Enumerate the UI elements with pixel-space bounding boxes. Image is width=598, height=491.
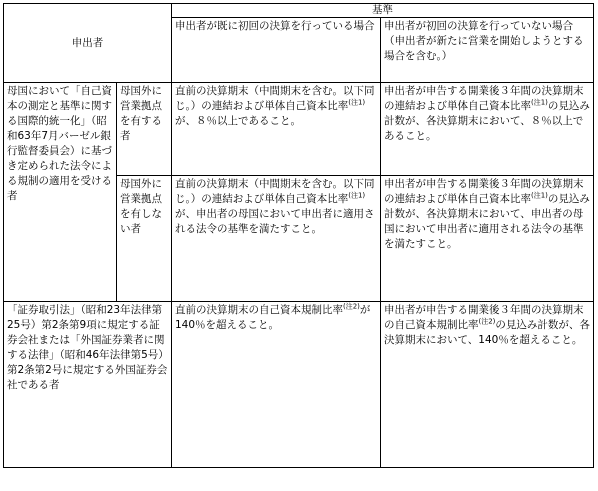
footnote-marker: (注1) bbox=[348, 191, 366, 200]
criteria-text: 直前の決算期末（中間期末を含む。以下同じ。）の連結および単体自己資本比率 bbox=[175, 178, 375, 205]
criteria-text: 直前の決算期末の自己資本規制比率 bbox=[175, 304, 343, 316]
criteria-text: の見込み計数が、各決算期末において、８％以上であること。 bbox=[384, 100, 590, 142]
applicant-header: 申出者 bbox=[4, 4, 172, 83]
criteria-text: 申出者が申告する開業後３年間の決算期末の自己資本規制比率 bbox=[384, 304, 584, 331]
without-base-new-criteria bbox=[381, 176, 594, 302]
home-country-label: 母国において「自己資本の測定と基準に関する国際的統一化」（昭和63年7月バーゼル銀行監督委員会）に基づき定められた法令による規制の適用を受ける者 bbox=[4, 83, 117, 302]
criteria-text: が、申出者の母国において申出者に適用される法令の基準を満たすこと。 bbox=[175, 208, 375, 235]
criteria-text: が140％を超えること。 bbox=[175, 304, 371, 331]
footnote-marker: (注1) bbox=[348, 98, 366, 107]
table-row bbox=[4, 83, 594, 176]
criteria-header: 基準 bbox=[172, 4, 594, 18]
table-row bbox=[4, 302, 594, 468]
footnote-marker: (注1) bbox=[531, 191, 548, 200]
criteria-text: 申出者が申告する開業後３年間の決算期末の連結および単体自己資本比率 bbox=[384, 178, 584, 205]
existing-case-header: 申出者が既に初回の決算を行っている場合 bbox=[172, 18, 381, 83]
with-overseas-base-label: 母国外に営業拠点を有する者 bbox=[117, 83, 172, 176]
header-row bbox=[4, 4, 594, 18]
new-case-header: 申出者が初回の決算を行っていない場合（申出者が新たに営業を開始しようとする場合を含む。） bbox=[381, 18, 594, 83]
footnote-marker: (注2) bbox=[478, 317, 496, 326]
securities-new-criteria bbox=[381, 302, 594, 468]
footnote-marker: (注1) bbox=[531, 98, 548, 107]
criteria-text: の見込み計数が、各決算期末において、申出者の母国において申出者に適用される法令の基準を満たすこと。 bbox=[384, 193, 590, 250]
without-base-existing-criteria bbox=[172, 176, 381, 302]
criteria-text: が、８％以上であること。 bbox=[175, 115, 301, 127]
securities-existing-criteria bbox=[172, 302, 381, 468]
with-base-new-criteria bbox=[381, 83, 594, 176]
criteria-table bbox=[3, 3, 594, 468]
criteria-text: 直前の決算期末（中間期末を含む。以下同じ。）の連結および単体自己資本比率 bbox=[175, 85, 375, 112]
criteria-text: 申出者が申告する開業後３年間の決算期末の連結および単体自己資本比率 bbox=[384, 85, 584, 112]
without-overseas-base-label: 母国外に営業拠点を有しない者 bbox=[117, 176, 172, 302]
criteria-text: の見込み計数が、各決算期末において、140％を超えること。 bbox=[384, 319, 590, 346]
securities-company-label: 「証券取引法」（昭和23年法律第25号）第2条第9項に規定する証券会社または「外国証券業者に関する法律」（昭和46年法律第5号）第2条第2号に規定する外国証券会社である者 bbox=[4, 302, 172, 468]
with-base-existing-criteria bbox=[172, 83, 381, 176]
footnote-marker: (注2) bbox=[343, 302, 360, 311]
